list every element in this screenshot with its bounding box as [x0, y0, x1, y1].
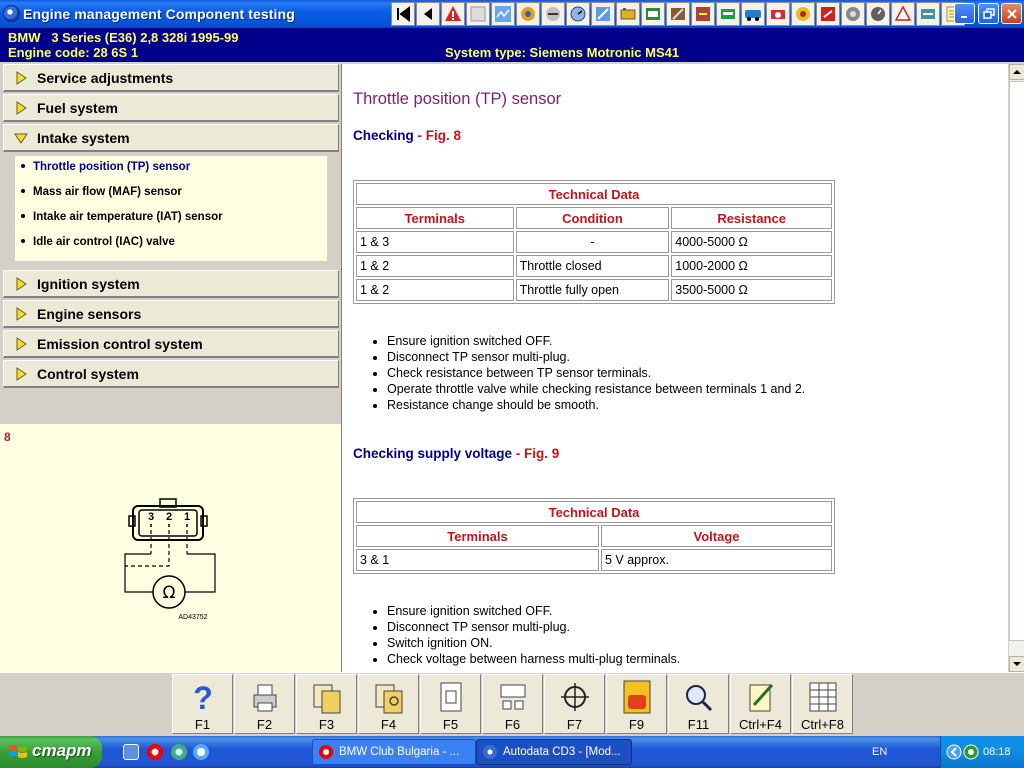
previous-icon — [419, 5, 437, 23]
table-caption: Technical Data — [356, 501, 832, 523]
nav-item-label: Control system — [37, 366, 139, 382]
lamp-icon — [819, 5, 837, 23]
toolbar-button[interactable] — [741, 2, 765, 26]
page-icon — [436, 679, 466, 715]
dial-icon — [869, 5, 887, 23]
figure-link[interactable]: - Fig. 8 — [413, 128, 462, 143]
toolbar-button[interactable] — [591, 2, 615, 26]
toolbar-button[interactable] — [416, 2, 440, 26]
vehicle-info-bar — [0, 28, 1024, 62]
fkey-f1-button[interactable] — [172, 674, 233, 734]
fkey-label: F5 — [442, 717, 459, 732]
task-label: Autodata CD3 - [Mod... — [503, 746, 621, 758]
fkey-label: F2 — [256, 717, 273, 732]
nav-item-label: Ignition system — [37, 276, 140, 292]
minimize-button[interactable] — [954, 3, 975, 24]
fkey-label: F1 — [194, 717, 211, 732]
nav-item-fuel-system[interactable] — [3, 94, 339, 122]
function-key-toolbar — [0, 672, 1024, 735]
printer-icon — [250, 679, 280, 715]
vehicle-model: BMW 3 Series (E36) 2,8 328i 1995-99 — [8, 30, 239, 45]
scroll-thumb[interactable] — [1009, 81, 1024, 641]
fkey-label: Ctrl+F4 — [739, 717, 782, 732]
column-header-terminals: Terminals — [356, 525, 599, 547]
camera-icon — [769, 5, 787, 23]
cell-condition: Throttle closed — [516, 255, 670, 277]
section-heading-text: Checking — [353, 128, 414, 143]
section-heading-text: Checking supply voltage — [353, 446, 513, 461]
toolbar-button[interactable] — [491, 2, 515, 26]
network-status-icon[interactable] — [963, 744, 979, 760]
engine-code: Engine code: 28 6S 1 — [8, 45, 139, 60]
voltage-data-table — [353, 498, 835, 574]
messenger-icon[interactable] — [171, 744, 187, 760]
column-header-terminals: Terminals — [356, 207, 514, 229]
list-item: • Check voltage between harness multi-plug terminals. — [387, 651, 680, 667]
tools-icon — [594, 5, 612, 23]
show-desktop-icon[interactable] — [123, 744, 139, 760]
pin-label-2: 2 — [165, 511, 173, 523]
toolbar-button[interactable] — [541, 2, 565, 26]
fkey-f11-button[interactable] — [668, 674, 729, 734]
top-toolbar — [391, 2, 965, 26]
supply-voltage-steps-list — [387, 603, 680, 667]
list-item: • Operate throttle valve while checking resistance between terminals 1 and 2. — [387, 381, 805, 397]
table-row — [356, 549, 832, 571]
system-type: System type: Siemens Motronic MS41 — [445, 45, 680, 60]
bullet-icon — [21, 164, 25, 168]
help-icon — [188, 679, 218, 715]
cell-resistance: 3500-5000 Ω — [671, 279, 832, 301]
nav-item-label: Emission control system — [37, 336, 203, 352]
fuse-icon — [622, 679, 652, 715]
nav-item-label: Intake system — [37, 130, 130, 146]
list-item: • Ensure ignition switched OFF. — [387, 333, 805, 349]
fkey-f2-button[interactable] — [234, 674, 295, 734]
app-icon[interactable] — [3, 5, 20, 22]
title-bar — [0, 0, 1024, 28]
toolbar-button[interactable] — [816, 2, 840, 26]
subsystem-item-label: Intake air temperature (IAT) sensor — [33, 211, 223, 223]
fkey-ctrl-f4-button[interactable] — [730, 674, 791, 734]
restore-button[interactable] — [978, 3, 999, 24]
taskbar — [0, 736, 1024, 768]
task-label: BMW Club Bulgaria - ... — [339, 746, 460, 758]
list-item: • Resistance change should be smooth. — [387, 397, 805, 413]
toolbar-button[interactable] — [766, 2, 790, 26]
toolbar-button[interactable] — [516, 2, 540, 26]
section-supply-voltage-heading — [353, 446, 559, 461]
opera-icon[interactable] — [147, 744, 163, 760]
crosshair-icon — [560, 679, 590, 715]
first-icon — [394, 5, 412, 23]
subsystem-item-label: Mass air flow (MAF) sensor — [33, 186, 182, 198]
subsystem-item[interactable] — [21, 236, 175, 248]
fkey-f3-button[interactable] — [296, 674, 357, 734]
vertical-scrollbar[interactable] — [1008, 64, 1024, 672]
nav-item-control-system[interactable] — [3, 360, 339, 388]
subsystem-item-label: Throttle position (TP) sensor — [33, 161, 191, 173]
toolbar-button[interactable] — [616, 2, 640, 26]
table-row — [356, 279, 832, 301]
collapsed-arrow-icon — [14, 71, 28, 85]
resistance-data-table — [353, 180, 835, 304]
windows-flag-icon — [8, 743, 28, 761]
media-player-icon[interactable] — [193, 744, 209, 760]
figure-link[interactable]: - Fig. 9 — [512, 446, 560, 461]
nav-item-label: Engine sensors — [37, 306, 142, 322]
cell-condition: - — [516, 231, 670, 253]
fkey-label: F4 — [380, 717, 397, 732]
toolbar-button[interactable] — [666, 2, 690, 26]
list-item: • Switch ignition ON. — [387, 635, 680, 651]
task-bmw-club[interactable] — [312, 739, 476, 765]
toolbar-button[interactable] — [791, 2, 815, 26]
fkey-label: F9 — [628, 717, 645, 732]
subsystem-item[interactable] — [21, 186, 182, 198]
cell-voltage: 5 V approx. — [601, 549, 832, 571]
print-icon — [719, 5, 737, 23]
figure-number: 8 — [4, 430, 11, 444]
car-icon — [844, 5, 862, 23]
toolbar-button[interactable] — [566, 2, 590, 26]
collapsed-arrow-icon — [14, 337, 28, 351]
fkey-f5-button[interactable] — [420, 674, 481, 734]
fkey-f7-button[interactable] — [544, 674, 605, 734]
scroll-up-button[interactable] — [1009, 64, 1024, 80]
grid-icon — [808, 679, 838, 715]
toolbar-button[interactable] — [891, 2, 915, 26]
cell-resistance: 4000-5000 Ω — [671, 231, 832, 253]
toolbar-button[interactable] — [841, 2, 865, 26]
expanded-arrow-icon — [14, 131, 28, 145]
close-button[interactable] — [1001, 3, 1022, 24]
pin-label-3: 3 — [147, 511, 155, 523]
cell-terminals: 3 & 1 — [356, 549, 599, 571]
list-item: • Check resistance between TP sensor terminals. — [387, 365, 805, 381]
bullet-icon — [21, 189, 25, 193]
checking-steps-list — [387, 333, 805, 413]
ohmmeter-symbol: Ω — [162, 583, 176, 603]
fkey-f9-button[interactable] — [606, 674, 667, 734]
arrow-down-icon — [1013, 661, 1021, 667]
fkey-label: F7 — [566, 717, 583, 732]
documents-icon — [312, 679, 342, 715]
column-header-condition: Condition — [516, 207, 670, 229]
nav-item-engine-sensors[interactable] — [3, 300, 339, 328]
figure-panel — [0, 424, 341, 672]
documents-search-icon — [374, 679, 404, 715]
nav-item-intake-system[interactable] — [3, 124, 339, 152]
nav-item-label: Service adjustments — [37, 70, 174, 86]
nav-item-service-adjustments[interactable] — [3, 64, 339, 92]
opera-icon — [319, 745, 333, 759]
task-autodata[interactable] — [476, 739, 632, 765]
cell-terminals: 1 & 2 — [356, 255, 514, 277]
fkey-label: F3 — [318, 717, 335, 732]
start-button[interactable] — [0, 736, 102, 768]
fkey-label: F6 — [504, 717, 521, 732]
toolbar-button[interactable] — [716, 2, 740, 26]
battery-icon — [619, 5, 637, 23]
subsystem-item[interactable] — [21, 161, 190, 173]
section-checking-heading — [353, 128, 461, 143]
tray-expand-icon[interactable] — [946, 744, 962, 760]
list-item: • Ensure ignition switched OFF. — [387, 603, 680, 619]
toolbar-button[interactable] — [441, 2, 465, 26]
language-indicator[interactable]: EN — [872, 746, 888, 758]
page-title: Throttle position (TP) sensor — [353, 90, 562, 108]
list-item: • Disconnect TP sensor multi-plug. — [387, 619, 680, 635]
fkey-ctrl-f8-button[interactable] — [792, 674, 853, 734]
toolbar-button[interactable] — [466, 2, 490, 26]
nav-item-ignition-system[interactable] — [3, 270, 339, 298]
toolbar-button[interactable] — [391, 2, 415, 26]
cell-terminals: 1 & 3 — [356, 231, 514, 253]
clock: 08:18 — [983, 746, 1011, 758]
warning-icon — [444, 5, 462, 23]
toolbar-button[interactable] — [916, 2, 940, 26]
table-caption: Technical Data — [356, 183, 832, 205]
tp-sensor-wiring-diagram — [115, 494, 225, 624]
collapsed-arrow-icon — [14, 367, 28, 381]
arrow-up-icon — [1013, 69, 1021, 75]
fkey-f6-button[interactable] — [482, 674, 543, 734]
subsystem-list — [15, 156, 327, 261]
cell-resistance: 1000-2000 Ω — [671, 255, 832, 277]
spanner-icon — [919, 5, 937, 23]
collapsed-arrow-icon — [14, 307, 28, 321]
connector-icon — [498, 679, 528, 715]
table-row — [356, 231, 832, 253]
toolbar-button[interactable] — [691, 2, 715, 26]
subsystem-item-label: Idle air control (IAC) valve — [33, 236, 175, 248]
chip-icon — [694, 5, 712, 23]
column-header-resistance: Resistance — [671, 207, 832, 229]
hose-icon — [644, 5, 662, 23]
system-tray — [940, 736, 1024, 768]
gear-icon — [519, 5, 537, 23]
bullet-icon — [21, 239, 25, 243]
figure-code: AD43752 — [178, 614, 208, 621]
engine-icon — [794, 5, 812, 23]
wrench-icon — [669, 5, 687, 23]
gauge-icon — [569, 5, 587, 23]
table-row — [356, 255, 832, 277]
fkey-label: F11 — [687, 717, 710, 732]
svg-text:?: ? — [193, 680, 213, 715]
oil-can-icon — [544, 5, 562, 23]
note-pencil-icon — [746, 679, 776, 715]
nav-item-label: Fuel system — [37, 100, 118, 116]
column-header-voltage: Voltage — [601, 525, 832, 547]
component-navigation — [0, 64, 341, 422]
toolbar-button[interactable] — [866, 2, 890, 26]
pin-label-1: 1 — [183, 511, 191, 523]
collapsed-arrow-icon — [14, 101, 28, 115]
start-label: старт — [32, 741, 92, 760]
car-service-icon — [744, 5, 762, 23]
triangle-icon — [894, 5, 912, 23]
magnifier-icon — [684, 679, 714, 715]
diagram-icon — [494, 5, 512, 23]
toolbar-button[interactable] — [641, 2, 665, 26]
fkey-label: Ctrl+F8 — [801, 717, 844, 732]
scroll-down-button[interactable] — [1009, 656, 1024, 672]
window-title: Engine management Component testing — [23, 6, 295, 22]
subsystem-item[interactable] — [21, 211, 223, 223]
collapsed-arrow-icon — [14, 277, 28, 291]
blank-page-icon — [469, 5, 487, 23]
fkey-f4-button[interactable] — [358, 674, 419, 734]
autodata-icon — [483, 745, 497, 759]
cell-condition: Throttle fully open — [516, 279, 670, 301]
content-pane — [341, 64, 1008, 672]
nav-item-emission-control-system[interactable] — [3, 330, 339, 358]
bullet-icon — [21, 214, 25, 218]
list-item: • Disconnect TP sensor multi-plug. — [387, 349, 805, 365]
cell-terminals: 1 & 2 — [356, 279, 514, 301]
